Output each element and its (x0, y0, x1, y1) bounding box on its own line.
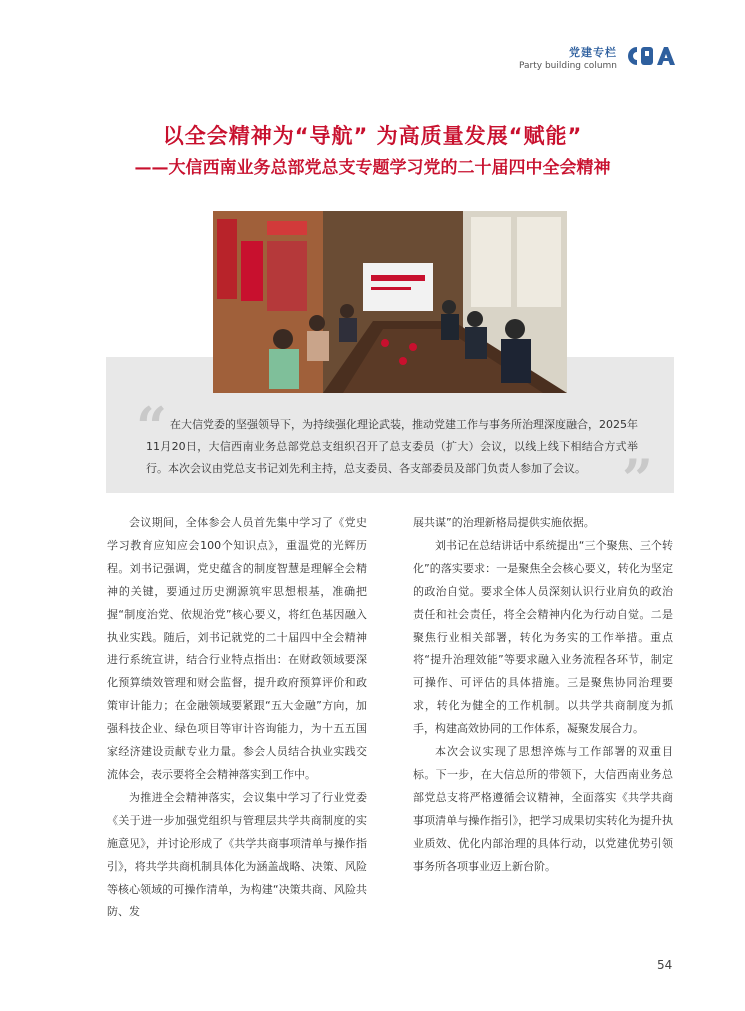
column-subtitle: Party building column (519, 61, 617, 71)
column-header (519, 44, 617, 71)
page-number: 54 (657, 958, 673, 972)
body-paragraph: 为推进全会精神落实，会议集中学习了行业党委《关于进一步加强党组织与管理层共学共商制度的实施意见》，并讨论形成了《共学共商事项清单与操作指引》，将共学共商机制具体化为涵盖战略、决策、风险等核心领域的可操作清单，为构建“决策共商、风险共防、发 (107, 790, 367, 919)
body-paragraph: 刘书记在总结讲话中系统提出“三个聚焦、三个转化”的落实要求：一是聚焦全会核心要义，转化为坚定的政治自觉。要求全体人员深刻认识行业肩负的政治责任和社会责任，将全会精神内化为行动自觉。二是聚焦行业相关部署，转化为务实的工作举措。重点将“提升治理效能”等要求融入业务流程各环节，制定可操作、可评估的具体措施。三是聚焦协同治理要求，转化为健全的工作机制。以共学共商制度为抓手，构建高效协同的工作体系，凝聚发展合力。 (413, 538, 673, 736)
article-title: 以全会精神为“导航” 为高质量发展“赋能” (162, 124, 583, 148)
intro-text: 在大信党委的坚强领导下，为持续强化理论武装，推动党建工作与事务所治理深度融合，2025年11月20日，大信西南业务总部党总支组织召开了总支委员（扩大）会议，以线上线下相结合方式举行。本次会议由党总支书记刘先利主持，总支委员、各支部委员及部门负责人参加了会议。 (146, 418, 638, 475)
meeting-photo (213, 211, 567, 393)
brand-logo (627, 45, 675, 67)
body-column-left (107, 512, 367, 924)
body-paragraph: 展共谋”的治理新格局提供实施依据。 (413, 516, 595, 529)
column-title: 党建专栏 (569, 46, 617, 59)
close-quote-icon: ” (622, 447, 654, 511)
body-paragraph: 会议期间，全体参会人员首先集中学习了《党史学习教育应知应会100个知识点》，重温党的光辉历程。刘书记强调，党史蕴含的制度智慧是理解全会精神的关键，要通过历史溯源筑牢思想根基，准确把握“制度治党、依规治党”核心要义，将红色基因融入执业实践。随后，刘书记就党的二十届四中全会精神进行系统宣讲，结合行业特点指出：在财政领域要深化预算绩效管理和财会监督，提升政府预算评价和政策审计能力；在金融领域要紧跟“五大金融”方向，加强科技企业、绿色项目等审计咨询能力，为十五五国家经济建设贡献专业力量。参会人员结合执业实践交流体会，表示要将全会精神落实到工作中。 (107, 516, 367, 781)
body-paragraph: 本次会议实现了思想淬炼与工作部署的双重目标。下一步，在大信总所的带领下，大信西南业务总部党总支将严格遵循会议精神，全面落实《共学共商事项清单与操作指引》，把学习成果切实转化为提升执业质效、优化内部治理的具体行动，以党建优势引领事务所各项事业迈上新台阶。 (413, 745, 673, 873)
open-quote-icon: “ (136, 395, 168, 459)
article-subtitle: ——大信西南业务总部党总支专题学习党的二十届四中全会精神 (134, 158, 611, 178)
body-column-right (413, 512, 673, 879)
